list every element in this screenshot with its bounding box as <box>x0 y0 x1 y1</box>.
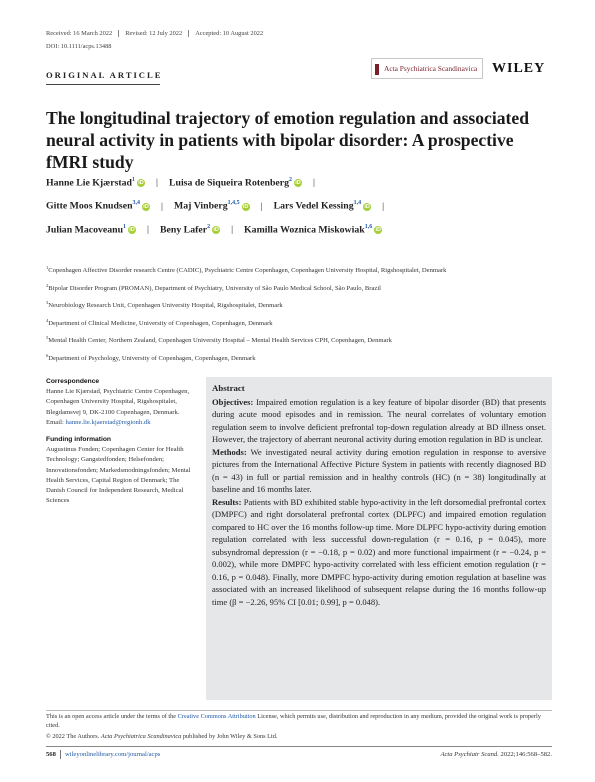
author-separator: | <box>382 200 385 212</box>
author-affiliation-ref: 2 <box>207 223 211 230</box>
license-text-pre: This is an open access article under the terms of the <box>46 713 178 720</box>
author-affiliation-ref: 1,6 <box>364 223 373 230</box>
results-label: Results: <box>212 496 242 507</box>
affiliation-text: Department of Clinical Medicine, University of Copenhagen, Copenhagen, Denmark <box>48 319 273 327</box>
doi[interactable]: DOI: 10.1111/acps.13488 <box>46 43 112 50</box>
orcid-icon[interactable]: iD <box>129 226 135 233</box>
author-separator: | <box>260 200 263 212</box>
author-name[interactable]: Kamilla Woznica Miskowiak <box>244 223 365 235</box>
affiliation-number: 1 <box>46 265 49 270</box>
orcid-icon[interactable]: iD <box>242 203 249 210</box>
methods-text: We investigated neural activity during emotion regulation in response to aversive pictures from the International Affective Picture System in patients with recently diagnosed BD (n = 43) in full or partial remission and in healthy controls (HC) (n = 38) longitudinally at baseline and 16 months later. <box>212 446 547 494</box>
affiliation-item <box>46 262 556 276</box>
article-dates <box>46 30 263 37</box>
author-name[interactable]: Maj Vinberg <box>174 200 228 212</box>
methods-label: Methods: <box>212 446 247 457</box>
affiliation-number: 5 <box>46 335 49 341</box>
affiliation-number: 2 <box>46 282 49 288</box>
license-notice <box>46 713 552 731</box>
abstract-objectives <box>212 396 546 446</box>
funding-block <box>46 435 196 506</box>
orcid-icon[interactable]: iD <box>375 226 381 233</box>
affiliation-number: 6 <box>46 352 49 358</box>
journal-logo-icon <box>375 64 379 75</box>
author-line <box>46 217 566 240</box>
author-name[interactable]: Gitte Moos Knudsen <box>46 200 133 212</box>
affiliation-text: Mental Health Center, Northern Zealand, Copenhagen University Hospital – Mental Health Services CPH, Copenhagen, Denmark <box>48 337 392 345</box>
affiliation-item <box>46 315 556 329</box>
page-separator <box>60 750 61 759</box>
citation-rest: 2022;146:568–582. <box>498 751 552 758</box>
date-separator <box>118 30 119 37</box>
email-label: Email: <box>46 418 66 426</box>
orcid-icon[interactable]: iD <box>213 226 219 233</box>
article-type: ORIGINAL ARTICLE <box>46 70 163 80</box>
abstract-heading: Abstract <box>212 383 245 393</box>
journal-badge[interactable] <box>371 58 483 79</box>
license-link[interactable]: Creative Commons Attribution <box>177 713 256 720</box>
email-link[interactable]: hanne.lie.kjaerstad@regionh.dk <box>65 418 151 426</box>
abstract-methods <box>212 446 546 496</box>
publisher-logo[interactable]: WILEY <box>492 61 546 76</box>
author-line <box>46 193 566 216</box>
correspondence-text: Hanne Lie Kjærstad, Psychiatric Centre Copenhagen, Copenhagen University Hospital, Rigshospitalet, Blegdamsvej 9, DK-2100 Copenhagen, Denmark. <box>46 388 190 416</box>
affiliation-text: Copenhagen Affective Disorder research Centre (CADIC), Psychiatric Centre Copenhagen, Copenhagen University Hospital, Rigshospitalet, Denmark <box>48 267 447 275</box>
journal-badge-text: Acta Psychiatrica Scandinavica <box>384 64 478 73</box>
footer-rule <box>46 746 552 747</box>
journal-site-link[interactable]: wileyonlinelibrary.com/journal/acps <box>65 751 161 758</box>
correspondence-heading: Correspondence <box>46 378 100 385</box>
received-date: Received: 16 March 2022 <box>46 30 113 37</box>
affiliation-number: 4 <box>46 317 49 323</box>
author-separator: | <box>313 177 315 189</box>
author-name[interactable]: Julian Macoveanu <box>46 223 124 235</box>
author-separator: | <box>147 223 149 235</box>
author-separator: | <box>161 200 164 212</box>
license-text-post: License, which permits use, distribution and reproduction in any medium, provided the original work is properly cited. <box>46 713 541 729</box>
author-affiliation-ref: 1 <box>132 177 135 183</box>
sidebar <box>46 377 196 513</box>
accepted-date: Accepted: 10 August 2022 <box>195 30 264 37</box>
date-separator <box>188 30 189 37</box>
author-affiliation-ref: 2 <box>289 177 292 183</box>
affiliation-text: Department of Psychology, University of Copenhagen, Copenhagen, Denmark <box>48 355 256 363</box>
objectives-label: Objectives: <box>212 396 254 407</box>
results-text: Patients with BD exhibited stable hypo-activity in the left dorsomedial prefrontal cortex (DMPFC) and right dorsolateral prefrontal cortex (DLPFC) and impaired emotion regulation compared to HC over the 16 months follow-up time. More DLPFC hypo-activity during emotion regulation correlated with less successful down-regulation (r = 0.16, p = 0.045), more subsyndromal depression (r = −0.18, p = 0.02) and more functional impairment (r = −0.24, p = 0.002), while more DMPFC hypo-activity correlated with less efficient emotion regulation (r = 0.16, p = 0.048). Finally, more DMPFC hypo-activity during emotion regulation at baseline was associated with an increased likelihood of subsequent relapse during the 16 months follow-up time (β = −2.26, 95% CI [0.01; 0.99], p = 0.048). <box>212 496 546 607</box>
abstract-results <box>212 496 546 609</box>
author-line <box>46 170 566 193</box>
affiliation-item <box>46 280 556 294</box>
funding-text: Augustinus Fonden; Copenhagen Center for Health Technology; Gangstedfonden; Helsefonden; Innovationsfonden; Markedsmodningsfonden; Mental Health Services, Capital Region of Denmark; The Danish Council for Independent Research, Medical Sciences <box>46 446 191 505</box>
orcid-icon[interactable]: iD <box>364 203 370 210</box>
affiliation-item <box>46 297 556 311</box>
author-list <box>46 170 566 240</box>
footer-divider <box>46 710 552 711</box>
page-number: 568 <box>46 751 56 758</box>
orcid-icon[interactable]: iD <box>138 180 144 187</box>
copyright-notice <box>46 733 552 740</box>
citation <box>440 751 552 758</box>
copyright-pre: © 2022 The Authors. <box>46 733 101 740</box>
author-affiliation-ref: 3,4 <box>132 200 141 207</box>
funding-heading: Funding information <box>46 436 112 444</box>
orcid-icon[interactable]: iD <box>295 180 301 187</box>
affiliation-item <box>46 350 556 364</box>
author-separator: | <box>231 223 234 235</box>
revised-date: Revised: 12 July 2022 <box>125 30 183 37</box>
article-type-rule <box>46 84 160 85</box>
copyright-journal: Acta Psychiatrica Scandinavica <box>100 733 182 740</box>
article-title: The longitudinal trajectory of emotion regulation and associated neural activity in patients with bipolar disorder: A prospective fMRI study <box>46 108 530 172</box>
abstract-box <box>206 377 552 700</box>
author-name[interactable]: Beny Lafer <box>160 223 208 235</box>
affiliation-item <box>46 332 556 346</box>
author-affiliation-ref: 1,4 <box>353 200 362 207</box>
email-line <box>46 418 196 428</box>
copyright-post: published by John Wiley & Sons Ltd. <box>181 733 278 740</box>
objectives-text: Impaired emotion regulation is a key feature of bipolar disorder (BD) that presents during acute mood episodes and in remission. The neural correlates of voluntary emotion regulation seem to involve deficient prefrontal top-down regulation already at BD illness onset. However, the trajectory of aberrant neuronal activity during emotion regulation in BD is unclear. <box>212 396 546 444</box>
author-affiliation-ref: 1 <box>123 223 127 230</box>
citation-journal: Acta Psychiatr Scand. <box>440 751 499 758</box>
orcid-icon[interactable]: iD <box>143 203 149 210</box>
correspondence-block <box>46 377 196 428</box>
author-affiliation-ref: 1,4,5 <box>227 200 240 207</box>
affiliation-number: 3 <box>46 300 49 306</box>
author-separator: | <box>156 177 158 189</box>
affiliation-text: Neurobiology Research Unit, Copenhagen University Hospital, Rigshospitalet, Denmark <box>48 302 283 310</box>
affiliation-list <box>46 262 556 367</box>
affiliation-text: Bipolar Disorder Program (PROMAN), Department of Psychiatry, University of São Paulo Medical School, São Paulo, Brazil <box>48 284 381 292</box>
author-name[interactable]: Hanne Lie Kjærstad <box>46 177 132 189</box>
author-name[interactable]: Luisa de Siqueira Rotenberg <box>168 177 289 189</box>
author-name[interactable]: Lars Vedel Kessing <box>273 200 354 212</box>
